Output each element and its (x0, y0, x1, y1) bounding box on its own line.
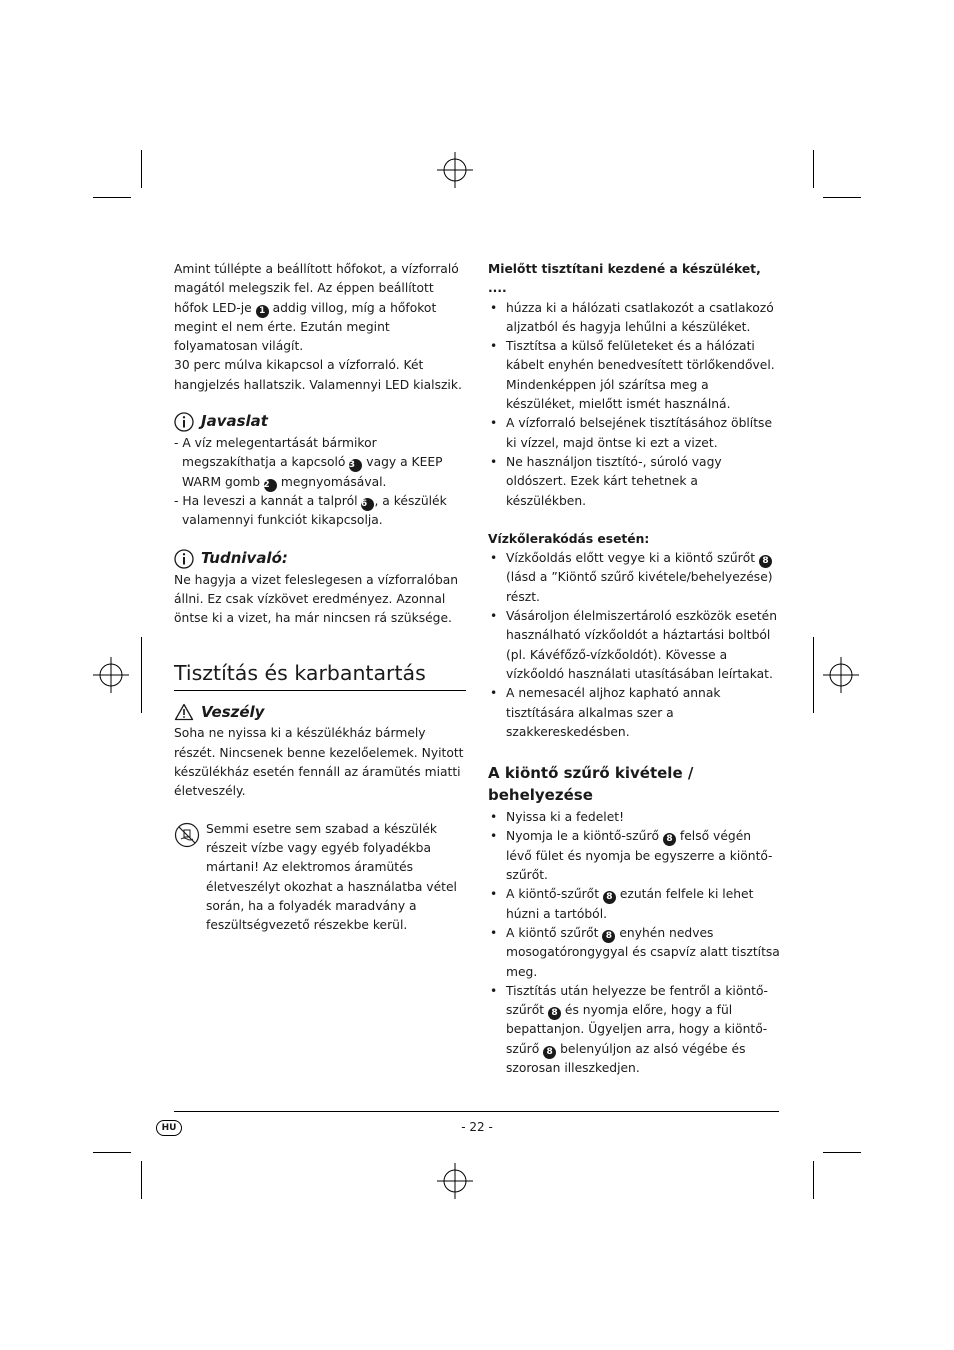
info-icon (174, 412, 194, 432)
before-cleaning-list (488, 299, 780, 511)
right-column (488, 260, 780, 1078)
descaling-heading: Vízkőlerakódás esetén: (488, 531, 650, 546)
javaslat-item: - A víz melegentartását bármikor megszakíthatja a kapcsoló 3 vagy a KEEP WARM gomb 2 megnyomásával. (174, 436, 443, 490)
before-cleaning-heading: Mielőtt tisztítani kezdené a készüléket, .... (488, 262, 761, 296)
no-immersion-warning (174, 820, 466, 936)
number-badge: 8 (548, 1007, 561, 1020)
info-icon (174, 549, 194, 569)
list-item: • Nyissa ki a fedelet! (488, 808, 780, 827)
list-item: • A kiöntő szűrőt 8 enyhén nedves mosogatórongygyal és csapvíz alatt tisztítsa meg. (488, 924, 780, 982)
javaslat-heading: Javaslat (174, 411, 466, 433)
tudnivalo-text: Ne hagyja a vizet feleslegesen a vízforralóban állni. Ez csak vízkövet eredményez. Azonnal öntse ki a vizet, ha már nincsen rá szüksége. (174, 572, 459, 626)
tudnivalo-heading: Tudnivaló: (174, 548, 466, 570)
filter-list (488, 808, 780, 1078)
number-badge: 8 (603, 891, 616, 904)
crop-mark (93, 1152, 131, 1153)
crop-mark (93, 197, 131, 198)
warning-text: Semmi esetre sem szabad a készülék részeit vízbe vagy egyéb folyadékba mártani! Az elektromos áramütés életveszélyt okozhat a használatba vétel során, ha a folyadék maradvány a feszültségvezető részekbe kerül. (206, 821, 457, 933)
crop-mark (813, 1161, 814, 1199)
registration-mark-icon (437, 1163, 473, 1199)
crop-mark (823, 197, 861, 198)
crop-mark (141, 1161, 142, 1199)
left-column (174, 260, 466, 935)
list-item: • húzza ki a hálózati csatlakozót a csatlakozó aljzatból és hagyja lehűlni a készüléket. (488, 299, 780, 338)
javaslat-item: - Ha leveszi a kannát a talpról 6 , a készülék valamennyi funkciót kikapcsolja. (174, 493, 447, 528)
language-badge: HU (156, 1120, 182, 1136)
intro-paragraph: Amint túllépte a beállított hőfokot, a vízforraló magától melegszik fel. Az éppen beállított hőfok LED-je 1 addig villog, míg a hőfokot megint el nem érte. Ezután megint folyamatosan világít. 30 perc múlva kikapcsol a vízforraló. Két hangjelzés hallatszik. Valamennyi LED kialszik. (174, 262, 462, 392)
number-badge: 6 (361, 498, 374, 511)
number-badge: 8 (663, 833, 676, 846)
list-item: • Vásároljon élelmiszertároló eszközök esetén használható vízkőoldót a háztartási boltból (pl. Kávéfőző-vízkőoldót). Kövesse a vízkőoldó használati utasításában leírtakat. (488, 607, 780, 684)
list-item: • Tisztítsa a külső felületeket és a hálózati kábelt enyhén benedvesített törlőkendővel. Mindenképpen jól szárítsa meg a készüléket, mielőtt ismét használná. (488, 337, 780, 414)
list-item: • Nyomja le a kiöntő-szűrő 8 felső végén lévő fület és nyomja be egyszerre a kiöntő-szűrőt. (488, 827, 780, 885)
section-title: Tisztítás és karbantartás (174, 660, 466, 691)
number-badge: 8 (543, 1046, 556, 1059)
crop-mark (141, 637, 142, 713)
crop-mark (823, 1152, 861, 1153)
list-item: • Vízkőoldás előtt vegye ki a kiöntő szűrőt 8 (lásd a ”Kiöntő szűrő kivétele/behelyezése) részt. (488, 549, 780, 607)
number-badge: 2 (264, 479, 277, 492)
veszely-text: Soha ne nyissa ki a készülékház bármely részét. Nincsenek benne kezelőelemek. Nyitott készülékház esetén fennáll az áramütés miatti életveszély. (174, 726, 464, 799)
registration-mark-icon (93, 657, 129, 693)
descaling-list (488, 549, 780, 742)
veszely-heading: Veszély (174, 701, 466, 723)
number-badge: 8 (602, 930, 615, 943)
number-badge: 8 (759, 555, 772, 568)
list-item: • Ne használjon tisztító-, súroló vagy oldószert. Ezek kárt tehetnek a készülékben. (488, 453, 780, 511)
registration-mark-icon (823, 657, 859, 693)
number-badge: 1 (256, 305, 269, 318)
crop-mark (141, 150, 142, 188)
filter-heading: A kiöntő szűrő kivétele / behelyezése (488, 764, 694, 805)
list-item: • A nemesacél aljhoz kapható annak tisztítására alkalmas szer a szakkereskedésben. (488, 684, 780, 742)
warning-icon (174, 703, 194, 721)
no-water-immersion-icon (174, 822, 200, 848)
number-badge: 3 (349, 459, 362, 472)
page-number: - 22 - (461, 1120, 493, 1134)
list-item: • A kiöntő-szűrőt 8 ezután felfele ki lehet húzni a tartóból. (488, 885, 780, 924)
crop-mark (813, 637, 814, 713)
footer-rule (174, 1111, 779, 1112)
list-item: • A vízforraló belsejének tisztításához öblítse ki vízzel, majd öntse ki ezt a vizet. (488, 414, 780, 453)
crop-mark (813, 150, 814, 188)
list-item: • Tisztítás után helyezze be fentről a kiöntő-szűrőt 8 és nyomja előre, hogy a fül bepattanjon. Ügyeljen arra, hogy a kiöntő-szűrő 8 belenyúljon az alsó végébe és szorosan illeszkedjen. (488, 982, 780, 1078)
registration-mark-icon (437, 152, 473, 188)
